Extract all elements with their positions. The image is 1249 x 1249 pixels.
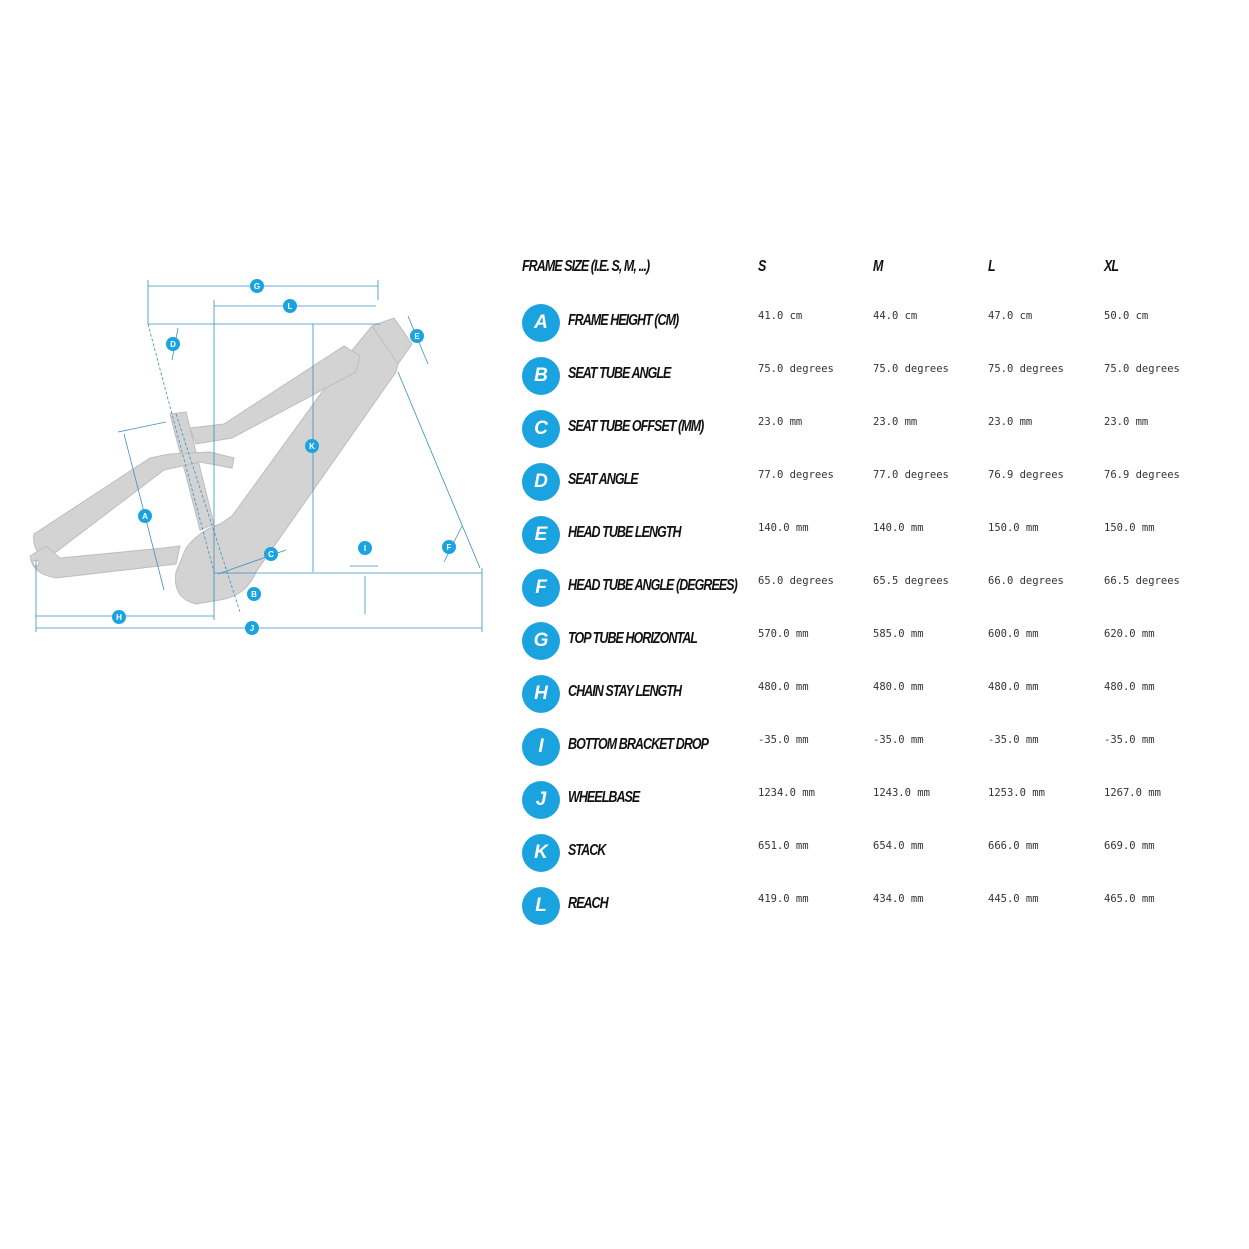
dim-badge-g bbox=[250, 279, 264, 293]
dim-badge-l-label: L bbox=[287, 302, 293, 311]
header-size-xl: XL bbox=[1104, 258, 1119, 275]
value-l: 666.0 mm bbox=[988, 840, 1039, 852]
geometry-table bbox=[520, 254, 1240, 936]
table-row bbox=[520, 883, 1240, 936]
row-label: HEAD TUBE LENGTH bbox=[568, 524, 681, 541]
table-row bbox=[520, 830, 1240, 883]
table-row bbox=[520, 512, 1240, 565]
row-label: SEAT TUBE OFFSET (MM) bbox=[568, 418, 704, 435]
dim-badge-k bbox=[305, 439, 319, 453]
row-label: HEAD TUBE ANGLE (DEGREES) bbox=[568, 577, 737, 594]
dim-badge-j-label: J bbox=[249, 624, 255, 633]
row-letter-badge: J bbox=[522, 781, 560, 819]
header-frame-size: FRAME SIZE (I.E. S, M, ...) bbox=[522, 258, 650, 275]
row-letter-badge: C bbox=[522, 410, 560, 448]
row-label: SEAT ANGLE bbox=[568, 471, 638, 488]
dim-badge-b bbox=[247, 587, 261, 601]
value-l: 23.0 mm bbox=[988, 416, 1033, 428]
row-letter-badge: F bbox=[522, 569, 560, 607]
dim-badge-a bbox=[138, 509, 152, 523]
table-row bbox=[520, 459, 1240, 512]
table-row bbox=[520, 724, 1240, 777]
value-s: -35.0 mm bbox=[758, 734, 809, 746]
dim-badge-b-label: B bbox=[251, 590, 257, 599]
bike-frame bbox=[30, 318, 412, 604]
dim-badge-c bbox=[264, 547, 278, 561]
value-m: 44.0 cm bbox=[873, 310, 918, 322]
dim-badge-f bbox=[442, 540, 456, 554]
dim-badge-f-label: F bbox=[446, 543, 452, 552]
value-m: 654.0 mm bbox=[873, 840, 924, 852]
dim-badge-a-label: A bbox=[142, 512, 148, 521]
value-xl: 465.0 mm bbox=[1104, 893, 1155, 905]
dim-badge-g-label: G bbox=[253, 282, 261, 291]
dim-badge-d bbox=[166, 337, 180, 351]
value-xl: 23.0 mm bbox=[1104, 416, 1149, 428]
value-m: 65.5 degrees bbox=[873, 575, 949, 587]
dim-badge-i-label: I bbox=[363, 544, 367, 553]
row-label: SEAT TUBE ANGLE bbox=[568, 365, 671, 382]
header-size-l: L bbox=[988, 258, 995, 275]
value-m: 23.0 mm bbox=[873, 416, 918, 428]
value-xl: 75.0 degrees bbox=[1104, 363, 1180, 375]
table-row bbox=[520, 353, 1240, 406]
row-label: TOP TUBE HORIZONTAL bbox=[568, 630, 697, 647]
value-s: 570.0 mm bbox=[758, 628, 809, 640]
value-xl: 669.0 mm bbox=[1104, 840, 1155, 852]
value-l: 480.0 mm bbox=[988, 681, 1039, 693]
value-m: 75.0 degrees bbox=[873, 363, 949, 375]
row-letter-badge: L bbox=[522, 887, 560, 925]
value-s: 41.0 cm bbox=[758, 310, 803, 322]
value-xl: 76.9 degrees bbox=[1104, 469, 1180, 481]
row-label: WHEELBASE bbox=[568, 789, 640, 806]
table-body bbox=[520, 300, 1240, 936]
dim-badge-e bbox=[410, 329, 424, 343]
dim-badge-d-label: D bbox=[170, 340, 176, 349]
value-m: 480.0 mm bbox=[873, 681, 924, 693]
table-row bbox=[520, 565, 1240, 618]
table-row bbox=[520, 406, 1240, 459]
value-m: 140.0 mm bbox=[873, 522, 924, 534]
row-label: FRAME HEIGHT (CM) bbox=[568, 312, 679, 329]
value-s: 140.0 mm bbox=[758, 522, 809, 534]
value-s: 419.0 mm bbox=[758, 893, 809, 905]
value-l: 76.9 degrees bbox=[988, 469, 1064, 481]
row-label: STACK bbox=[568, 842, 606, 859]
value-l: 66.0 degrees bbox=[988, 575, 1064, 587]
row-label: REACH bbox=[568, 895, 608, 912]
table-header-row bbox=[520, 254, 1240, 284]
value-xl: -35.0 mm bbox=[1104, 734, 1155, 746]
row-label: CHAIN STAY LENGTH bbox=[568, 683, 682, 700]
row-letter-badge: E bbox=[522, 516, 560, 554]
value-xl: 480.0 mm bbox=[1104, 681, 1155, 693]
value-s: 23.0 mm bbox=[758, 416, 803, 428]
value-s: 65.0 degrees bbox=[758, 575, 834, 587]
value-s: 77.0 degrees bbox=[758, 469, 834, 481]
table-row bbox=[520, 671, 1240, 724]
table-row bbox=[520, 777, 1240, 830]
value-s: 1234.0 mm bbox=[758, 787, 815, 799]
value-s: 480.0 mm bbox=[758, 681, 809, 693]
dim-badge-e-label: E bbox=[414, 332, 420, 341]
header-size-m: M bbox=[873, 258, 883, 275]
value-l: 75.0 degrees bbox=[988, 363, 1064, 375]
table-row bbox=[520, 300, 1240, 353]
table-row bbox=[520, 618, 1240, 671]
value-m: 1243.0 mm bbox=[873, 787, 930, 799]
value-s: 651.0 mm bbox=[758, 840, 809, 852]
value-xl: 66.5 degrees bbox=[1104, 575, 1180, 587]
value-s: 75.0 degrees bbox=[758, 363, 834, 375]
value-m: -35.0 mm bbox=[873, 734, 924, 746]
value-l: 600.0 mm bbox=[988, 628, 1039, 640]
dim-badge-i bbox=[358, 541, 372, 555]
dim-badge-h bbox=[112, 610, 126, 624]
row-letter-badge: I bbox=[522, 728, 560, 766]
value-m: 77.0 degrees bbox=[873, 469, 949, 481]
row-letter-badge: B bbox=[522, 357, 560, 395]
row-letter-badge: A bbox=[522, 304, 560, 342]
value-l: -35.0 mm bbox=[988, 734, 1039, 746]
row-label: BOTTOM BRACKET DROP bbox=[568, 736, 709, 753]
dim-badge-l bbox=[283, 299, 297, 313]
value-xl: 620.0 mm bbox=[1104, 628, 1155, 640]
value-l: 445.0 mm bbox=[988, 893, 1039, 905]
value-l: 1253.0 mm bbox=[988, 787, 1045, 799]
dim-badge-k-label: K bbox=[309, 442, 315, 451]
dim-badge-j bbox=[245, 621, 259, 635]
value-l: 150.0 mm bbox=[988, 522, 1039, 534]
value-m: 434.0 mm bbox=[873, 893, 924, 905]
dim-badge-h-label: H bbox=[116, 613, 122, 622]
frame-geometry-diagram bbox=[0, 0, 500, 700]
row-letter-badge: K bbox=[522, 834, 560, 872]
header-size-s: S bbox=[758, 258, 766, 275]
row-letter-badge: H bbox=[522, 675, 560, 713]
value-xl: 150.0 mm bbox=[1104, 522, 1155, 534]
value-xl: 1267.0 mm bbox=[1104, 787, 1161, 799]
dim-badge-c-label: C bbox=[268, 550, 274, 559]
value-m: 585.0 mm bbox=[873, 628, 924, 640]
frame-geometry-svg bbox=[0, 0, 500, 700]
value-xl: 50.0 cm bbox=[1104, 310, 1149, 322]
down-tube bbox=[175, 326, 404, 604]
row-letter-badge: D bbox=[522, 463, 560, 501]
value-l: 47.0 cm bbox=[988, 310, 1033, 322]
row-letter-badge: G bbox=[522, 622, 560, 660]
